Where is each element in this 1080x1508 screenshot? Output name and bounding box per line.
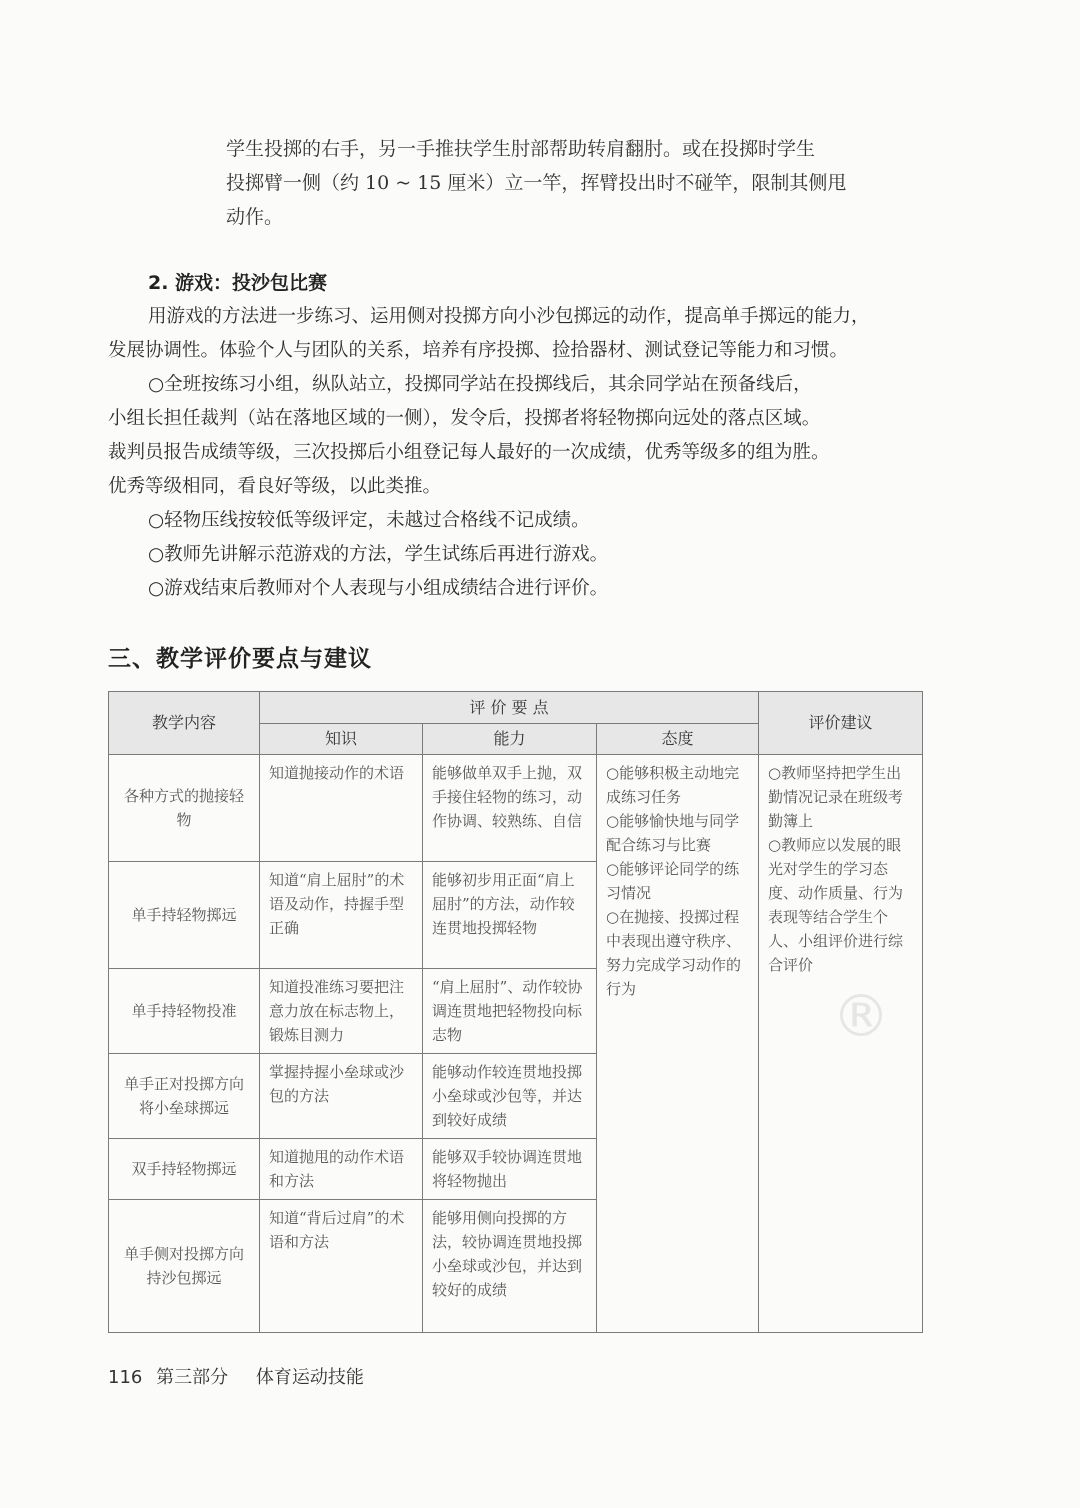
row-ability: 能够用侧向投掷的方法，较协调连贯地投掷小垒球或沙包，并达到较好的成绩 <box>423 1200 597 1333</box>
row-ability: “肩上屈肘”、动作较协调连贯地把轻物投向标志物 <box>423 969 597 1054</box>
row-ability: 能够动作较连贯地投掷小垒球或沙包等，并达到较好成绩 <box>423 1054 597 1139</box>
game-bullet-3: ○教师先讲解示范游戏的方法，学生试练后再进行游戏。 <box>148 544 609 565</box>
page-footer <box>108 1363 364 1389</box>
game-bullet-2: ○轻物压线按较低等级评定，未越过合格线不记成绩。 <box>148 510 590 531</box>
header-evaluation-suggestion: 评价建议 <box>759 692 923 755</box>
row-content: 双手持轻物掷远 <box>109 1139 260 1200</box>
row-content: 单手侧对投掷方向持沙包掷远 <box>109 1200 260 1333</box>
continued-line-1: 学生投掷的右手，另一手推扶学生肘部帮助转肩翻肘。或在投掷时学生 <box>226 138 816 160</box>
game-intro-line-1: 用游戏的方法进一步练习、运用侧对投掷方向小沙包掷远的动作，提高单手掷远的能力， <box>148 306 870 327</box>
section-title: 三、教学评价要点与建议 <box>108 646 372 672</box>
header-teaching-content: 教学内容 <box>109 692 260 755</box>
game-rule-line-2: 小组长担任裁判（站在落地区域的一侧），发令后，投掷者将轻物掷向远处的落点区域。 <box>108 408 821 429</box>
row-content: 单手持轻物掷远 <box>109 862 260 969</box>
continued-line-2: 投掷臂一侧（约 10 ~ 15 厘米）立一竿，挥臂投出时不碰竿，限制其侧甩 <box>226 172 847 194</box>
header-evaluation-points: 评 价 要 点 <box>260 692 759 724</box>
suggestion-cell: ○教师坚持把学生出勤情况记录在班级考勤簿上 ○教师应以发展的眼光对学生的学习态度、动作质量、行为表现等结合学生个人、小组评价进行综合评价 <box>759 755 923 1333</box>
header-knowledge: 知识 <box>260 724 423 755</box>
evaluation-table-wrapper <box>108 691 922 1331</box>
row-ability: 能够做单双手上抛，双手接住轻物的练习，动作协调、较熟练、自信 <box>423 755 597 862</box>
row-knowledge: 知道“肩上屈肘”的术语及动作，持握手型正确 <box>260 862 423 969</box>
row-knowledge: 掌握持握小垒球或沙包的方法 <box>260 1054 423 1139</box>
game-bullet-4: ○游戏结束后教师对个人表现与小组成绩结合进行评价。 <box>148 578 609 599</box>
continued-paragraph <box>226 132 926 234</box>
header-ability: 能力 <box>423 724 597 755</box>
game-rule-line-4: 优秀等级相同，看良好等级，以此类推。 <box>108 476 442 497</box>
continued-line-3: 动作。 <box>226 206 284 228</box>
game-rule-line-3: 裁判员报告成绩等级，三次投掷后小组登记每人最好的一次成绩，优秀等级多的组为胜。 <box>108 442 830 463</box>
row-knowledge: 知道抛甩的动作术语和方法 <box>260 1139 423 1200</box>
registered-mark-watermark: ® <box>832 982 890 1050</box>
row-ability: 能够初步用正面“肩上屈肘”的方法，动作较连贯地投掷轻物 <box>423 862 597 969</box>
row-knowledge: 知道“背后过肩”的术语和方法 <box>260 1200 423 1333</box>
evaluation-table <box>108 691 923 1333</box>
game-rule-line-1: ○全班按练习小组，纵队站立，投掷同学站在投掷线后，其余同学站在预备线后， <box>148 374 812 395</box>
row-content: 单手正对投掷方向将小垒球掷远 <box>109 1054 260 1139</box>
footer-section: 第三部分 <box>156 1367 229 1388</box>
row-content: 各种方式的抛接轻物 <box>109 755 260 862</box>
footer-title: 体育运动技能 <box>255 1367 364 1388</box>
row-ability: 能够双手较协调连贯地将轻物抛出 <box>423 1139 597 1200</box>
row-knowledge: 知道抛接动作的术语 <box>260 755 423 862</box>
row-knowledge: 知道投准练习要把注意力放在标志物上，锻炼目测力 <box>260 969 423 1054</box>
table-row <box>109 755 923 862</box>
game-intro-line-2: 发展协调性。体验个人与团队的关系，培养有序投掷、捡拾器材、测试登记等能力和习惯。 <box>108 340 849 361</box>
page-number: 116 <box>108 1367 143 1388</box>
game-heading: 2. 游戏：投沙包比赛 <box>148 272 328 294</box>
game-body <box>108 300 923 606</box>
header-attitude: 态度 <box>597 724 759 755</box>
row-content: 单手持轻物投准 <box>109 969 260 1054</box>
attitude-cell: ○能够积极主动地完成练习任务 ○能够愉快地与同学配合练习与比赛 ○能够评论同学的练习情况 ○在抛接、投掷过程中表现出遵守秩序、努力完成学习动作的行为 <box>597 755 759 1333</box>
